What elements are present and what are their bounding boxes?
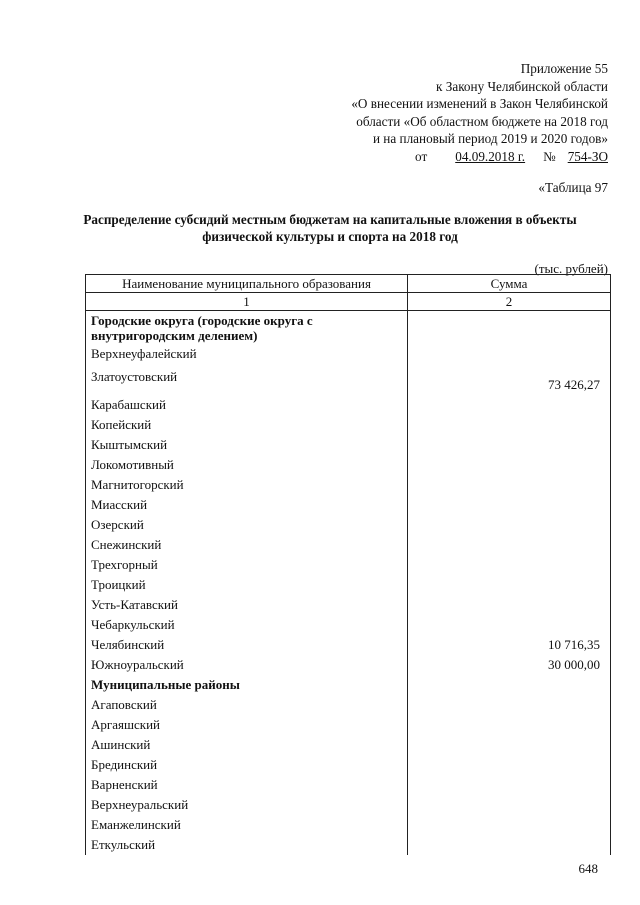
municipality-name: Миасский <box>86 495 408 515</box>
municipality-name: Варненский <box>86 775 408 795</box>
law-title-line-1: «О внесении изменений в Закон Челябинской <box>351 96 608 111</box>
subsidy-amount: 10 716,35 <box>408 635 611 655</box>
table-row <box>86 575 611 595</box>
table-row <box>86 695 611 715</box>
municipality-name: Верхнеуральский <box>86 795 408 815</box>
municipality-name: Агаповский <box>86 695 408 715</box>
subsidy-table <box>85 274 611 855</box>
subsidy-amount <box>408 347 611 367</box>
subsidy-amount <box>408 595 611 615</box>
municipality-name: Южноуральский <box>86 655 408 675</box>
municipality-name: Аргаяшский <box>86 715 408 735</box>
law-date-line <box>351 148 608 166</box>
table-row <box>86 475 611 495</box>
table-row <box>86 395 611 415</box>
municipality-name: Магнитогорский <box>86 475 408 495</box>
subsidy-amount <box>408 675 611 695</box>
municipality-name: Верхнеуфалейский <box>86 347 408 367</box>
municipality-name: Троицкий <box>86 575 408 595</box>
table-row <box>86 455 611 475</box>
subsidy-amount <box>408 311 611 348</box>
municipality-name: Брединский <box>86 755 408 775</box>
subsidy-amount <box>408 835 611 855</box>
table-row <box>86 775 611 795</box>
table-row <box>86 311 611 348</box>
table-row <box>86 655 611 675</box>
subsidy-amount <box>408 815 611 835</box>
subsidy-amount <box>408 455 611 475</box>
subsidy-amount <box>408 555 611 575</box>
law-reference: к Закону Челябинской области <box>436 78 608 94</box>
table-row <box>86 755 611 775</box>
subsidy-amount <box>408 775 611 795</box>
table-row <box>86 675 611 695</box>
table-row <box>86 495 611 515</box>
law-date: 04.09.2018 г. <box>455 148 526 164</box>
table-row <box>86 515 611 535</box>
number-sign: № <box>543 148 556 164</box>
subsidy-amount <box>408 795 611 815</box>
table-row <box>86 615 611 635</box>
table-row <box>86 835 611 855</box>
table-header-row <box>86 275 611 293</box>
municipality-name: Чебаркульский <box>86 615 408 635</box>
table-row <box>86 815 611 835</box>
subsidy-amount <box>408 395 611 415</box>
column-header-amount: Сумма <box>408 275 611 293</box>
subsidy-amount <box>408 415 611 435</box>
law-title-line-2: области «Об областном бюджете на 2018 год <box>356 113 608 129</box>
municipality-name: Трехгорный <box>86 555 408 575</box>
date-prefix: от <box>415 148 428 164</box>
page-title: Распределение субсидий местным бюджетам на капитальные вложения в объекты физической культуры и спорта на 2018 год <box>83 212 577 244</box>
subsidy-amount <box>408 755 611 775</box>
municipality-name: Копейский <box>86 415 408 435</box>
column-number-2: 2 <box>408 293 611 311</box>
column-number-row <box>86 293 611 311</box>
table-row <box>86 435 611 455</box>
table-row <box>86 415 611 435</box>
municipality-name: Карабашский <box>86 395 408 415</box>
municipality-name: Еткульский <box>86 835 408 855</box>
table-row <box>86 795 611 815</box>
municipality-name: Еманжелинский <box>86 815 408 835</box>
document-header <box>351 60 608 165</box>
page-number: 648 <box>578 861 598 876</box>
table-body <box>86 311 611 856</box>
municipality-name: Ашинский <box>86 735 408 755</box>
subsidy-amount <box>408 515 611 535</box>
appendix-number: Приложение 55 <box>520 61 608 76</box>
municipality-name: Муниципальные районы <box>86 675 408 695</box>
table-row <box>86 367 611 395</box>
table-row <box>86 347 611 367</box>
subsidy-amount <box>408 735 611 755</box>
subsidy-amount <box>408 475 611 495</box>
law-title-line-3: и на плановый период 2019 и 2020 годов» <box>372 131 608 146</box>
subsidy-amount: 30 000,00 <box>408 655 611 675</box>
table-reference: «Таблица 97 <box>538 180 608 195</box>
subsidy-amount <box>408 575 611 595</box>
table-row <box>86 715 611 735</box>
table-row <box>86 535 611 555</box>
municipality-name: Кыштымский <box>86 435 408 455</box>
column-header-name: Наименование муниципального образования <box>86 275 408 293</box>
municipality-name: Усть-Катавский <box>86 595 408 615</box>
subsidy-amount <box>408 535 611 555</box>
subsidy-amount <box>408 615 611 635</box>
table-row <box>86 735 611 755</box>
municipality-name: Челябинский <box>86 635 408 655</box>
subsidy-amount <box>408 435 611 455</box>
municipality-name: Златоустовский <box>86 367 408 395</box>
municipality-name: Локомотивный <box>86 455 408 475</box>
municipality-name: Озерский <box>86 515 408 535</box>
subsidy-amount <box>408 495 611 515</box>
table-row <box>86 635 611 655</box>
municipality-name: Городские округа (городские округа с внутригородским делением) <box>86 311 408 348</box>
column-number-1: 1 <box>86 293 408 311</box>
units-label: (тыс. рублей) <box>534 261 608 276</box>
subsidy-amount <box>408 715 611 735</box>
municipality-name: Снежинский <box>86 535 408 555</box>
subsidy-amount: 73 426,27 <box>408 367 611 395</box>
table-row <box>86 555 611 575</box>
table-row <box>86 595 611 615</box>
law-number: 754-ЗО <box>567 148 608 164</box>
subsidy-amount <box>408 695 611 715</box>
